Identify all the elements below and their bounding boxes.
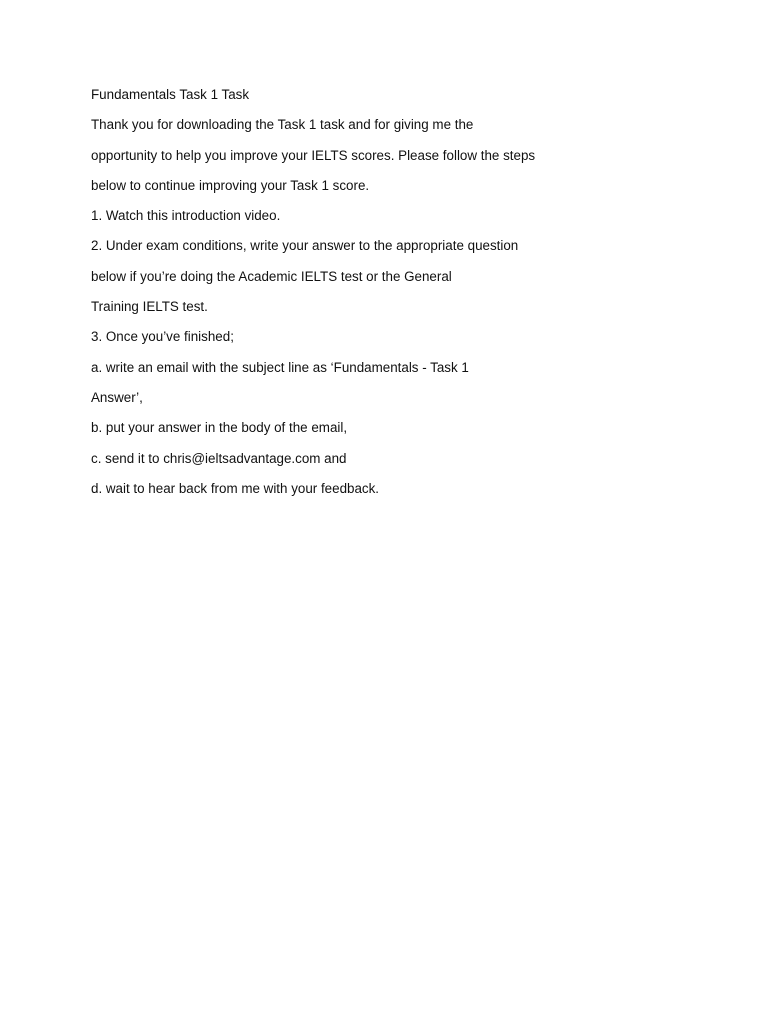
step-3-line: 3. Once you’ve finished; [91, 329, 234, 345]
substep-a-line-2: Answer’, [91, 389, 143, 405]
intro-line-3: below to continue improving your Task 1 score. [91, 177, 370, 193]
document-body [91, 84, 711, 508]
intro-line-2: opportunity to help you improve your IELTS scores. Please follow the steps [91, 147, 536, 163]
step-2-line-2: below if you’re doing the Academic IELTS test or the General [91, 268, 452, 284]
step-1-line: 1. Watch this introduction video. [91, 208, 281, 224]
step-2-line-3: Training IELTS test. [91, 299, 208, 315]
substep-b-line: b. put your answer in the body of the email, [91, 420, 348, 436]
intro-line-1: Thank you for downloading the Task 1 task and for giving me the [91, 117, 474, 133]
substep-d-line: d. wait to hear back from me with your feedback. [91, 480, 380, 496]
substep-a-line-1: a. write an email with the subject line as ‘Fundamentals - Task 1 [91, 359, 469, 375]
document-title: Fundamentals Task 1 Task [91, 87, 250, 102]
substep-c-line: c. send it to chris@ieltsadvantage.com and [91, 450, 347, 466]
step-2-line-1: 2. Under exam conditions, write your answer to the appropriate question [91, 238, 519, 254]
